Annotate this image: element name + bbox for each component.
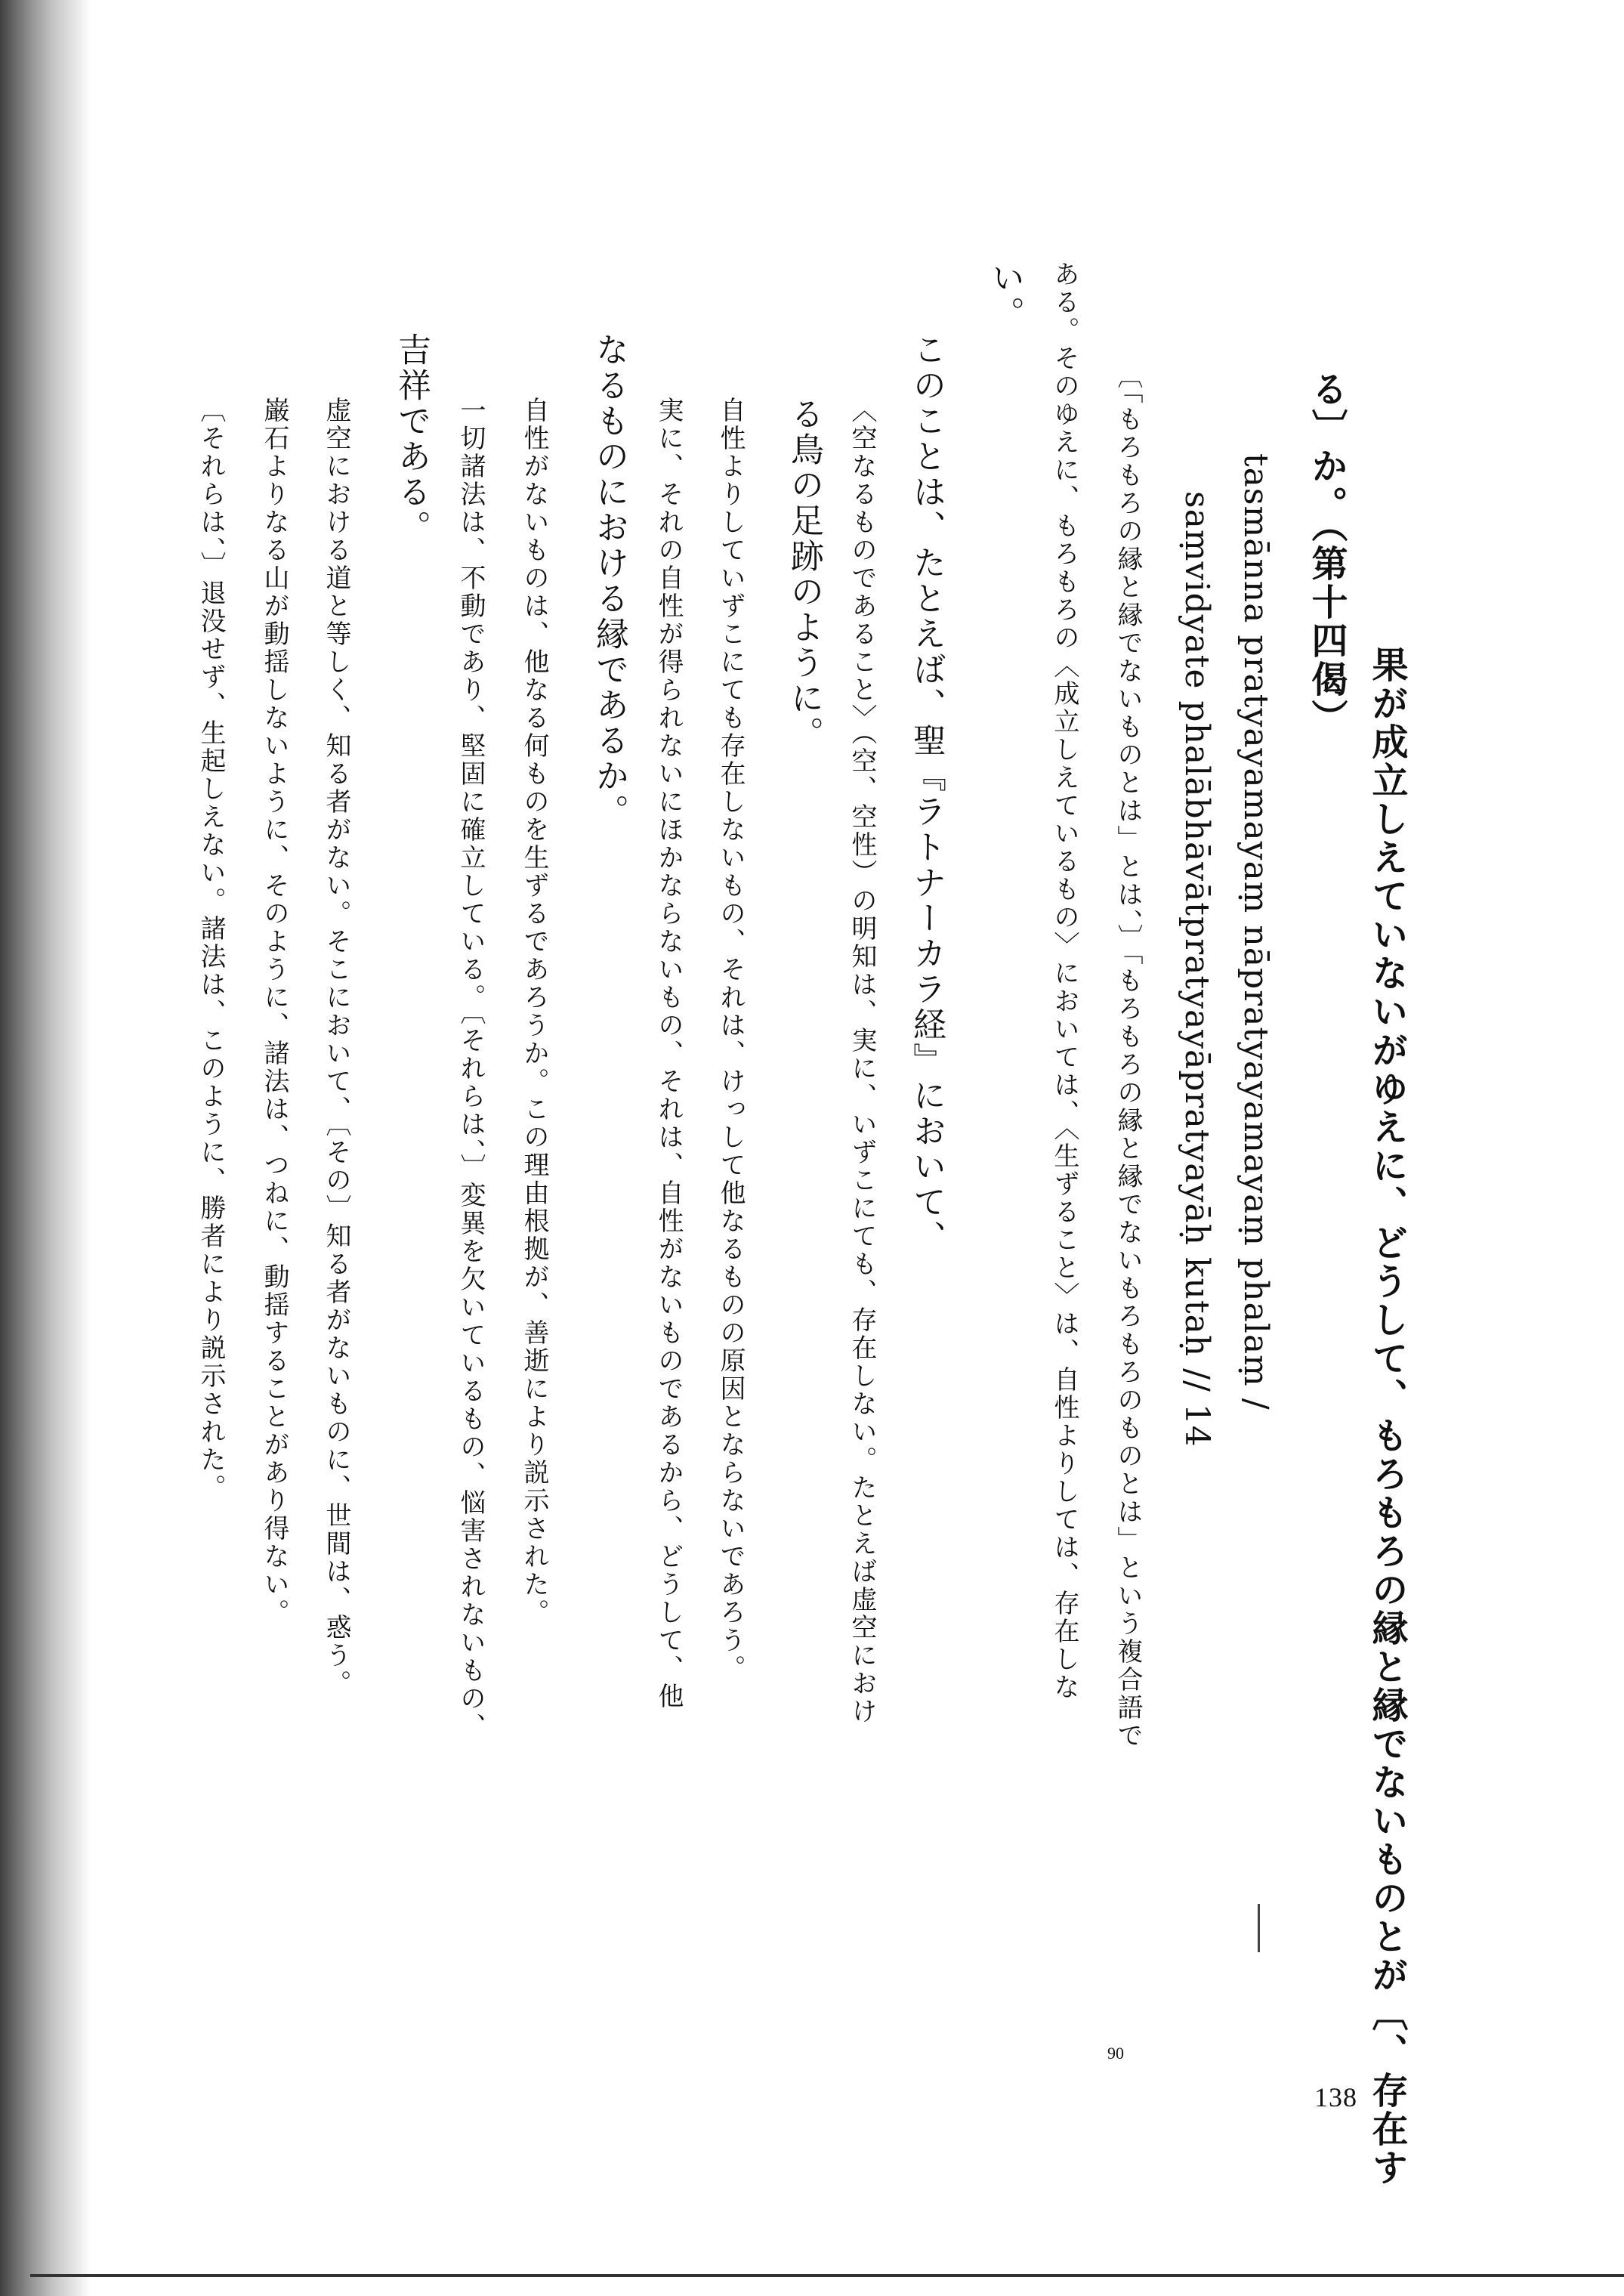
text-line-13: なるものにおける縁であるか。 bbox=[590, 332, 628, 830]
scan-mark bbox=[1258, 1904, 1260, 1952]
text-line-12: 実に、それの自性が得られないにほかならないもの、それは、自性がないものであるから、どうして、他 bbox=[653, 397, 684, 1710]
text-line-18: 巌石よりなる山が動揺しないように、そのように、諸法は、つねに、動揺することがあり得ない。 bbox=[259, 397, 289, 1627]
text-line-19: 〔それらは、〕退没せず、生起しえない。諸法は、このように、勝者により説示された。 bbox=[196, 397, 226, 1502]
text-line-2: る〕か。（第十四偈） bbox=[1305, 370, 1348, 737]
page-number: 138 bbox=[1314, 2082, 1357, 2112]
text-line-9: 〈空なるものであること〉（空、空性）の明知は、実に、いずこにても、存在しない。たとえば虚空におけ bbox=[847, 397, 877, 1726]
text-line-15: 一切諸法は、不動であり、堅固に確立している。〔それらは、〕変異を欠いているもの、悩害されないもの、 bbox=[455, 397, 486, 1741]
margin-mark: 90 bbox=[1107, 2044, 1124, 2063]
text-line-4: saṃvidyate phalābhāvātpratyayāpratyayāḥ kutaḥ // 14 bbox=[1178, 491, 1216, 1448]
text-line-17: 虚空における道と等しく、知る者がない。そこにおいて、〔その〕知る者がないものに、世間は、惑う。 bbox=[321, 397, 351, 1698]
text-line-10: る鳥の足跡のように。 bbox=[785, 397, 823, 752]
binding-shadow bbox=[0, 0, 91, 2296]
scan-bottom-edge bbox=[30, 2274, 1624, 2277]
text-line-8: このことは、たとえば、聖『ラトナーカラ経』において、 bbox=[907, 332, 946, 1256]
text-line-7: い。 bbox=[986, 261, 1024, 332]
text-line-5: 〔「もろもろの縁と縁でないものとは」とは、〕「もろもろの縁と縁でないもろもろのものとは」という複合語で bbox=[1113, 363, 1143, 1750]
text-line-11: 自性よりしていずこにても存在しないもの、それは、けっして他なるものの原因とならないであろう。 bbox=[715, 397, 746, 1683]
text-line-1: 果が成立しえていないがゆえに、どうして、もろもろの縁と縁でないものとが〔、存在す bbox=[1366, 646, 1408, 2187]
text-line-6: ある。そのゆえに、もろもろの〈成立しえているもの〉においては、〈生ずること〉は、自性よりしては、存在しな bbox=[1049, 261, 1079, 1701]
text-line-16: 吉祥である。 bbox=[392, 332, 431, 545]
text-line-14: 自性がないものは、他なる何ものを生ずるであろうか。この理由根拠が、善逝により説示された。 bbox=[519, 397, 549, 1627]
text-line-3: tasmānna pratyayamayaṃ nāpratyayamayaṃ phalaṃ / bbox=[1237, 453, 1275, 1411]
